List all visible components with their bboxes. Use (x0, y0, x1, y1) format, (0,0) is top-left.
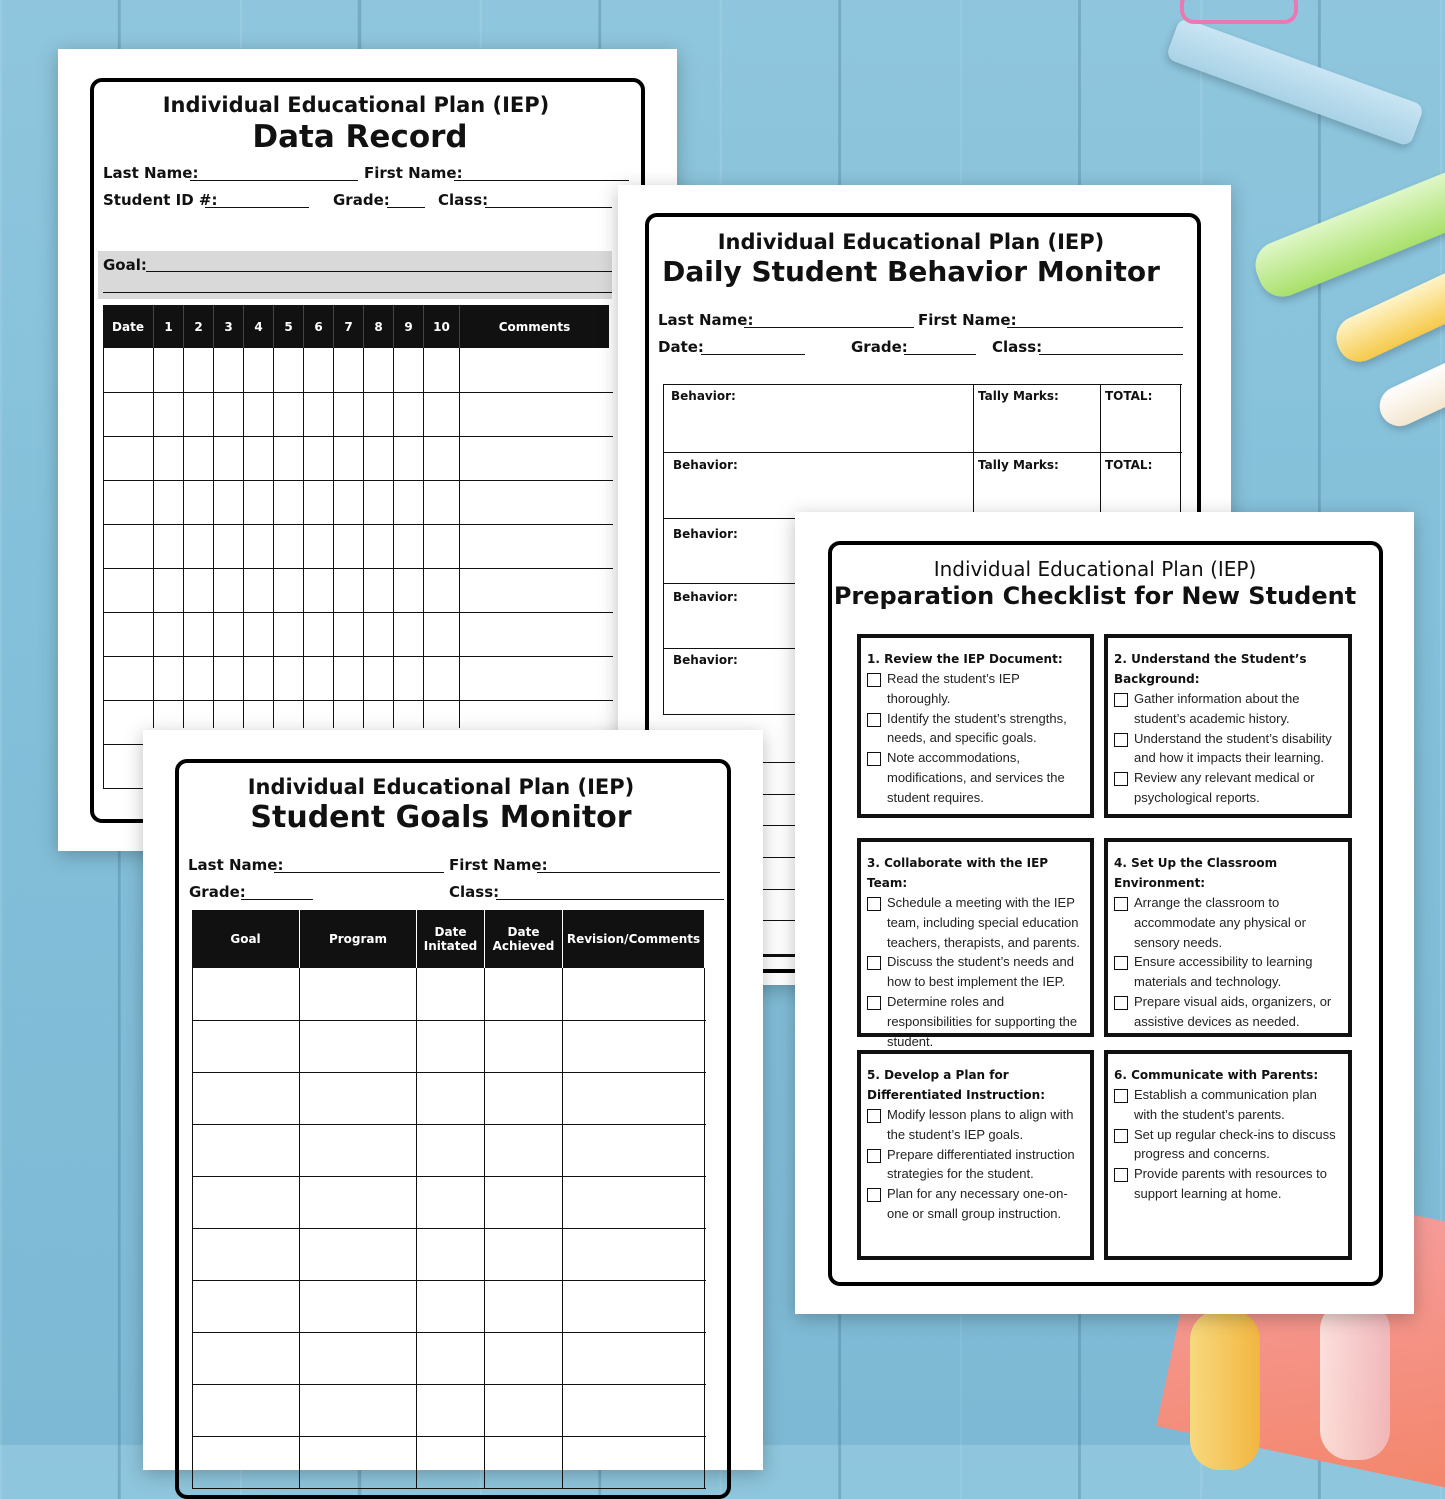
checklist-item-text: Understand the student’s disability and how it impacts their learning. (1134, 730, 1332, 766)
class-label: Class: (449, 883, 500, 901)
checkbox[interactable] (1114, 733, 1128, 747)
section-title: 3. Collaborate with the IEP Team: (867, 856, 1049, 890)
checkbox[interactable] (867, 996, 881, 1010)
checklist-item-text: Read the student’s IEP thoroughly. (887, 671, 1020, 706)
column-header: Comments (459, 305, 609, 348)
grade-label: Grade: (333, 191, 390, 209)
goal-label: Goal: (103, 256, 147, 274)
checklist-item (1114, 1125, 1342, 1165)
checklist-section (857, 838, 1094, 1049)
checklist-item (1114, 1164, 1342, 1204)
checklist-section (857, 634, 1094, 818)
column-header: Date (103, 305, 153, 348)
goals-monitor-sheet (143, 730, 763, 1470)
last-name-label: Last Name: (103, 164, 199, 182)
column-header: 2 (183, 305, 213, 348)
checkbox[interactable] (867, 1188, 881, 1202)
first-name-label: First Name: (364, 164, 463, 182)
total-label-1: TOTAL: (1105, 389, 1153, 403)
first-name-field[interactable] (537, 872, 720, 873)
goals-table (192, 910, 706, 1470)
behavior-label-3: Behavior: (673, 527, 738, 541)
checklist-item-text: Gather information about the student’s academic history. (1134, 691, 1300, 726)
date-field[interactable] (701, 354, 805, 355)
checklist-item (867, 1145, 1084, 1185)
behavior-label-2: Behavior: (673, 458, 738, 472)
section-title: 2. Understand the Student’s Background: (1114, 652, 1307, 686)
checklist-item-text: Review any relevant medical or psychological reports. (1134, 770, 1315, 805)
first-name-field[interactable] (454, 180, 629, 181)
column-header: 8 (363, 305, 393, 348)
checklist-item (867, 748, 1084, 807)
table-row (103, 656, 613, 657)
checkbox[interactable] (1114, 1089, 1128, 1103)
checklist-item-text: Set up regular check-ins to discuss progress and concerns. (1134, 1126, 1336, 1162)
checklist-item-text: Prepare differentiated instruction strategies for the student. (887, 1146, 1075, 1182)
table-row (192, 1384, 706, 1385)
checklist-section (857, 1050, 1094, 1260)
grade-field[interactable] (241, 899, 313, 900)
grade-field[interactable] (387, 207, 425, 208)
column-header: Revision/Comments (562, 910, 704, 968)
checklist-item-text: Modify lesson plans to align with the student’s IEP goals. (887, 1107, 1074, 1142)
checklist-item-text: Determine roles and responsibilities for supporting the student. (887, 993, 1078, 1049)
checklist-item (867, 709, 1084, 749)
column-header: 1 (153, 305, 183, 348)
class-field[interactable] (485, 207, 612, 208)
checklist-section (1104, 838, 1352, 1037)
checklist-item (1114, 689, 1342, 729)
chalk-stick (1165, 17, 1424, 147)
behavior-label-5: Behavior: (673, 653, 738, 667)
pen-clear (1320, 1300, 1390, 1460)
first-name-label: First Name: (918, 311, 1017, 329)
behavior-title: Daily Student Behavior Monitor (662, 255, 1160, 288)
table-row (103, 700, 613, 701)
checkbox[interactable] (867, 1149, 881, 1163)
goals-subtitle: Individual Educational Plan (IEP) (247, 775, 635, 799)
checklist-item-text: Arrange the classroom to accommodate any physical or sensory needs. (1134, 895, 1306, 950)
checklist-item-text: Prepare visual aids, organizers, or assistive devices as needed. (1134, 993, 1332, 1029)
class-label: Class: (438, 191, 489, 209)
checkbox[interactable] (1114, 956, 1128, 970)
checkbox[interactable] (867, 752, 881, 766)
class-field[interactable] (496, 899, 724, 900)
date-label: Date: (658, 338, 704, 356)
last-name-label: Last Name: (188, 856, 284, 874)
paperclip-pink (1180, 0, 1298, 24)
goal-field-2[interactable] (103, 292, 612, 293)
grade-label: Grade: (189, 883, 246, 901)
tally-label-2: Tally Marks: (978, 458, 1059, 472)
table-row (103, 568, 613, 569)
checklist-item (1114, 729, 1342, 769)
checklist-section (1104, 1050, 1352, 1260)
table-row (103, 524, 613, 525)
data-record-title: Data Record (252, 119, 468, 155)
first-name-field[interactable] (1007, 327, 1183, 328)
behavior-label-4: Behavior: (673, 590, 738, 604)
checkbox[interactable] (1114, 1168, 1128, 1182)
column-header: Goal (192, 910, 299, 968)
section-title: 1. Review the IEP Document: (867, 652, 1063, 666)
total-label-2: TOTAL: (1105, 458, 1153, 472)
checklist-item-text: Plan for any necessary one-on-one or small group instruction. (887, 1186, 1068, 1221)
pen-yellow (1190, 1310, 1260, 1470)
checklist-item (867, 1184, 1084, 1224)
checklist-item (867, 1105, 1084, 1145)
table-row (103, 436, 613, 437)
last-name-field[interactable] (744, 327, 914, 328)
column-header: 5 (273, 305, 303, 348)
checklist-item (867, 952, 1084, 992)
checkbox[interactable] (1114, 1129, 1128, 1143)
checklist-item (867, 992, 1084, 1051)
checklist-item-text: Establish a communication plan with the student’s parents. (1134, 1087, 1317, 1122)
checkbox[interactable] (1114, 897, 1128, 911)
checklist-item-text: Schedule a meeting with the IEP team, including special education teachers, therapists, and parents. (887, 895, 1080, 950)
data-record-subtitle: Individual Educational Plan (IEP) (162, 93, 550, 117)
checklist-item (1114, 1085, 1342, 1125)
table-row (192, 1436, 706, 1437)
last-name-field[interactable] (274, 872, 444, 873)
checklist-item-text: Note accommodations, modifications, and services the student requires. (887, 750, 1065, 805)
column-header: 7 (333, 305, 363, 348)
tally-label-1: Tally Marks: (978, 389, 1059, 403)
checklist-item (1114, 893, 1342, 952)
checklist-item (867, 669, 1084, 709)
behavior-label-1: Behavior: (671, 389, 736, 403)
student-id-label: Student ID #: (103, 191, 218, 209)
section-title: 6. Communicate with Parents: (1114, 1068, 1319, 1082)
checklist-item (1114, 768, 1342, 808)
checklist-item-text: Discuss the student’s needs and how to best implement the IEP. (887, 954, 1074, 990)
checkbox[interactable] (1114, 693, 1128, 707)
checkbox[interactable] (867, 1109, 881, 1123)
column-header: 6 (303, 305, 333, 348)
last-name-label: Last Name: (658, 311, 754, 329)
class-label: Class: (992, 338, 1043, 356)
checklist-title: Preparation Checklist for New Student (833, 582, 1357, 610)
table-row (192, 1124, 706, 1125)
checklist-item-text: Identify the student’s strengths, needs, and specific goals. (887, 710, 1067, 746)
table-row (192, 1228, 706, 1229)
checklist-item (1114, 992, 1342, 1032)
column-header: 9 (393, 305, 423, 348)
table-row (103, 392, 613, 393)
table-row (192, 1488, 706, 1489)
checklist-item (1114, 952, 1342, 992)
table-row (192, 1020, 706, 1021)
student-id-field[interactable] (205, 207, 309, 208)
goals-title: Student Goals Monitor (250, 800, 632, 835)
table-row (103, 480, 613, 481)
checkbox[interactable] (1114, 772, 1128, 786)
first-name-label: First Name: (449, 856, 548, 874)
section-title: 5. Develop a Plan for Differentiated Instruction: (867, 1068, 1046, 1102)
goal-field[interactable] (146, 271, 612, 272)
table-row (192, 1072, 706, 1073)
table-row (192, 1176, 706, 1177)
class-field[interactable] (1039, 354, 1183, 355)
highlighter-green (1248, 162, 1445, 304)
column-header: Program (299, 910, 416, 968)
checklist-subtitle: Individual Educational Plan (IEP) (933, 557, 1257, 581)
table-row (192, 1332, 706, 1333)
table-row (103, 612, 613, 613)
checkbox[interactable] (867, 956, 881, 970)
table-row (192, 1280, 706, 1281)
behavior-subtitle: Individual Educational Plan (IEP) (717, 230, 1105, 254)
column-header: Date Achieved (484, 910, 562, 968)
grade-label: Grade: (851, 338, 908, 356)
checkbox[interactable] (1114, 996, 1128, 1010)
checkbox[interactable] (867, 897, 881, 911)
column-header: 3 (213, 305, 243, 348)
column-header: 4 (243, 305, 273, 348)
last-name-field[interactable] (190, 180, 358, 181)
checklist-item-text: Provide parents with resources to support learning at home. (1134, 1166, 1327, 1201)
checklist-item-text: Ensure accessibility to learning materials and technology. (1134, 954, 1313, 990)
checklist-section (1104, 634, 1352, 818)
checkbox[interactable] (867, 713, 881, 727)
checkbox[interactable] (867, 673, 881, 687)
grade-field[interactable] (904, 354, 976, 355)
checklist-sheet (795, 512, 1414, 1314)
checklist-item (867, 893, 1084, 952)
column-header: 10 (423, 305, 459, 348)
section-title: 4. Set Up the Classroom Environment: (1114, 856, 1278, 890)
column-header: Date Initated (416, 910, 484, 968)
data-record-table (103, 305, 613, 789)
